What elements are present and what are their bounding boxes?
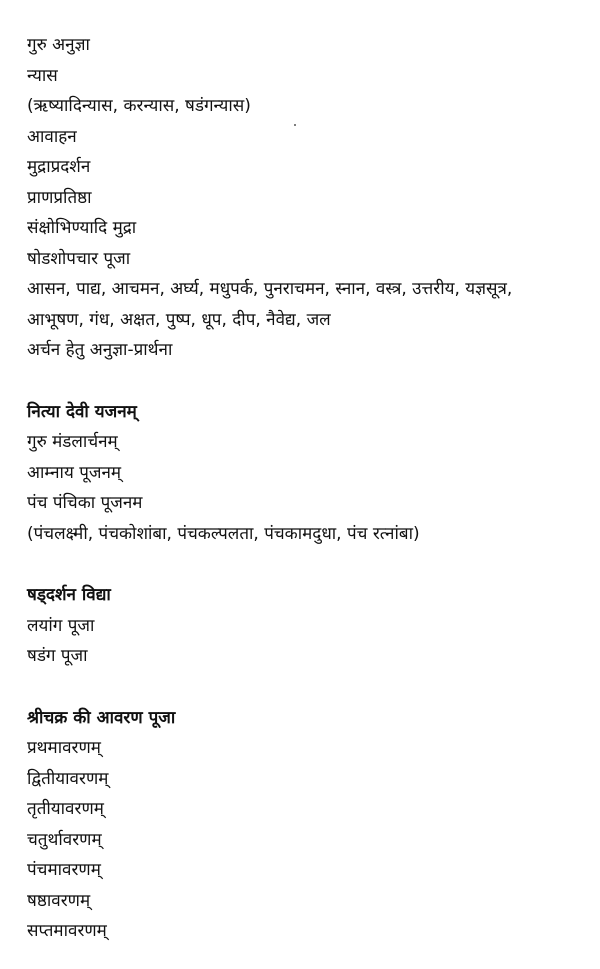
list-item: आवाहन [27, 126, 77, 147]
list-item: षोडशोपचार पूजा [27, 248, 131, 269]
list-item: सप्तमावरणम् [27, 921, 107, 941]
section-heading: श्रीचक्र की आवरण पूजा [27, 707, 176, 728]
section-heading: नित्या देवी यजनम् [27, 401, 137, 422]
list-item: अर्चन हेतु अनुज्ञा-प्रार्थना [27, 340, 173, 360]
section-heading: षड्दर्शन विद्या [27, 585, 111, 605]
list-item: आम्नाय पूजनम् [27, 462, 122, 483]
list-item: न्यास [27, 65, 58, 86]
list-item: तृतीयावरणम् [27, 799, 104, 819]
nitya-devi-section [27, 397, 587, 550]
list-item: द्वितीयावरणम् [27, 768, 109, 789]
list-item: षडंग पूजा [27, 646, 88, 666]
list-item: षष्ठावरणम् [27, 890, 91, 911]
shrichakra-section [27, 703, 587, 947]
list-item: पंचमावरणम् [27, 860, 101, 880]
intro-section [27, 30, 587, 366]
list-item: आसन, पाद्य, आचमन, अर्घ्य, मधुपर्क, पुनराचमन, स्नान, वस्त्र, उत्तरीय, यज्ञसूत्र, [27, 279, 513, 299]
scan-speck [294, 124, 296, 126]
shaddarshan-section [27, 580, 587, 672]
list-item: लयांग पूजा [27, 615, 95, 636]
list-item: गुरु मंडलार्चनम् [27, 432, 118, 452]
list-item: चतुर्थावरणम् [27, 829, 102, 850]
list-item: प्रथमावरणम् [27, 738, 101, 758]
list-item: (ऋष्यादिन्यास, करन्यास, षडंगन्यास) [27, 96, 251, 116]
document-page [27, 30, 587, 947]
list-item: (पंचलक्ष्मी, पंचकोशांबा, पंचकल्पलता, पंचकामदुधा, पंच रत्नांबा) [27, 523, 420, 544]
list-item: पंच पंचिका पूजनम [27, 493, 143, 513]
list-item: मुद्राप्रदर्शन [27, 157, 91, 177]
list-item: संक्षोभिण्यादि मुद्रा [27, 218, 137, 238]
list-item: गुरु अनुज्ञा [27, 35, 90, 55]
list-item: प्राणप्रतिष्ठा [27, 187, 92, 208]
list-item: आभूषण, गंध, अक्षत, पुष्प, धूप, दीप, नैवेद्य, जल [27, 309, 331, 330]
